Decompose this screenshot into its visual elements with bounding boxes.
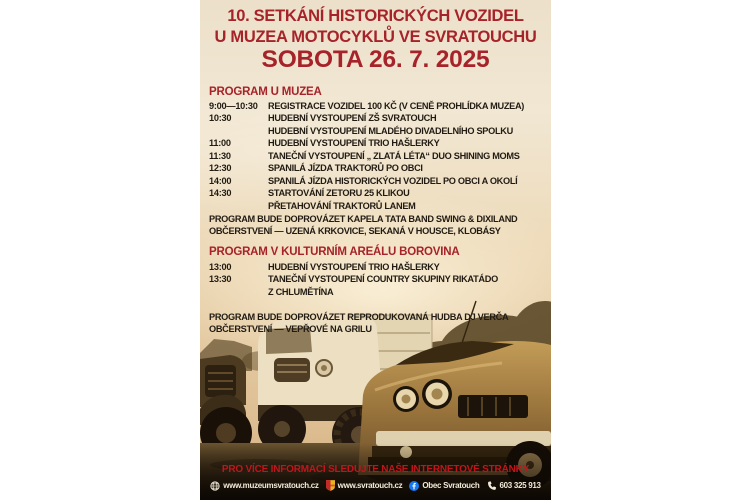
section-heading-borovina: PROGRAM V KULTURNÍM AREÁLU BOROVINA [209,246,460,258]
poster-title-line1: 10. SETKÁNÍ HISTORICKÝCH VOZIDEL [227,7,524,25]
schedule-row [209,100,549,112]
schedule-text: Z CHLUMĚTÍNA [268,286,334,297]
footer-item-museum-web [210,481,318,491]
schedule-text: HUDEBNÍ VYSTOUPENÍ TRIO HAŠLERKY [268,138,440,149]
schedule-row [209,137,549,149]
schedule-text: PŘETAHOVÁNÍ TRAKTORŮ LANEM [268,200,416,211]
footer-item-phone [487,481,541,491]
schedule-time: 13:30 [209,274,232,285]
schedule-time: 14:30 [209,188,232,199]
schedule-row [209,273,549,285]
schedule-row [209,187,549,199]
phone-number: 603 325 913 [499,481,541,490]
schedule-time [209,125,268,137]
schedule-row [209,162,549,174]
schedule-time [209,286,268,298]
schedule-row [209,125,549,137]
notes-borovina [209,311,549,336]
schedule-time: 14:00 [209,175,232,186]
schedule-text: SPANILÁ JÍZDA TRAKTORŮ PO OBCI [268,163,423,174]
note-line: PROGRAM BUDE DOPROVÁZET REPRODUKOVANÁ HUDBA DJ VERČA [209,312,509,322]
schedule-time [209,200,268,212]
schedule-text: STARTOVÁNÍ ZETORU 25 KLIKOU [268,188,410,199]
event-date: SOBOTA 26. 7. 2025 [261,46,490,73]
schedule-time: 10:30 [209,113,232,124]
note-line: PROGRAM BUDE DOPROVÁZET KAPELA TATA BAND SWING & DIXILAND [209,214,518,224]
schedule-row [209,200,549,212]
schedule-text: REGISTRACE VOZIDEL 100 KČ (V CENĚ PROHLÍDKA MUZEA) [268,101,525,111]
schedule-text: HUDEBNÍ VYSTOUPENÍ TRIO HAŠLERKY [268,262,440,272]
schedule-row [209,286,549,298]
note-line: OBČERSTVENÍ — VEPŘOVÉ NA GRILU [209,324,372,335]
museum-website: www.muzeumsvratouch.cz [223,481,319,490]
schedule-text: HUDEBNÍ VYSTOUPENÍ ZŠ SVRATOUCH [268,113,437,124]
footer-item-facebook [409,481,479,491]
schedule-text: HUDEBNÍ VYSTOUPENÍ MLADÉHO DIVADELNÍHO SPOLKU [268,125,513,136]
schedule-text: TANEČNÍ VYSTOUPENÍ COUNTRY SKUPINY RIKATÁDO [268,274,498,285]
schedule-text: TANEČNÍ VYSTOUPENÍ „ ZLATÁ LÉTA“ DUO SHINING MOMS [268,150,520,161]
poster-title [200,6,551,47]
schedule-time: 11:00 [209,138,231,149]
schedule-row [209,175,549,187]
schedule-time: 12:30 [209,163,232,174]
note-line: OBČERSTVENÍ — UZENÁ KRKOVICE, SEKANÁ V HOUSCE, KLOBÁSY [209,226,501,237]
village-website: www.svratouch.cz [337,481,403,490]
schedule-time: 11:30 [209,150,231,161]
notes-muzeum [209,213,549,238]
crest-icon [326,480,335,491]
footer-contacts [200,480,551,491]
footer-item-village-web [326,480,403,491]
schedule-row [209,112,549,124]
section-heading-muzeum: PROGRAM U MUZEA [209,86,322,98]
globe-icon [210,481,220,491]
facebook-icon [409,481,419,491]
schedule-row [209,150,549,162]
schedule-time: 9:00—10:30 [209,101,258,111]
schedule-muzeum [209,100,549,212]
schedule-borovina [209,261,549,298]
schedule-text: SPANILÁ JÍZDA HISTORICKÝCH VOZIDEL PO OBCI A OKOLÍ [268,175,518,186]
facebook-page: Obec Svratouch [422,481,480,490]
schedule-row [209,261,549,273]
phone-icon [487,481,497,491]
footer-tagline: PRO VÍCE INFORMACÍ SLEDUJTE NAŠE INTERNETOVÉ STRÁNKY [221,464,530,475]
poster-title-line2: U MUZEA MOTOCYKLŮ VE SVRATOUCHU [214,27,537,46]
schedule-time: 13:00 [209,262,232,272]
event-poster [200,0,551,500]
